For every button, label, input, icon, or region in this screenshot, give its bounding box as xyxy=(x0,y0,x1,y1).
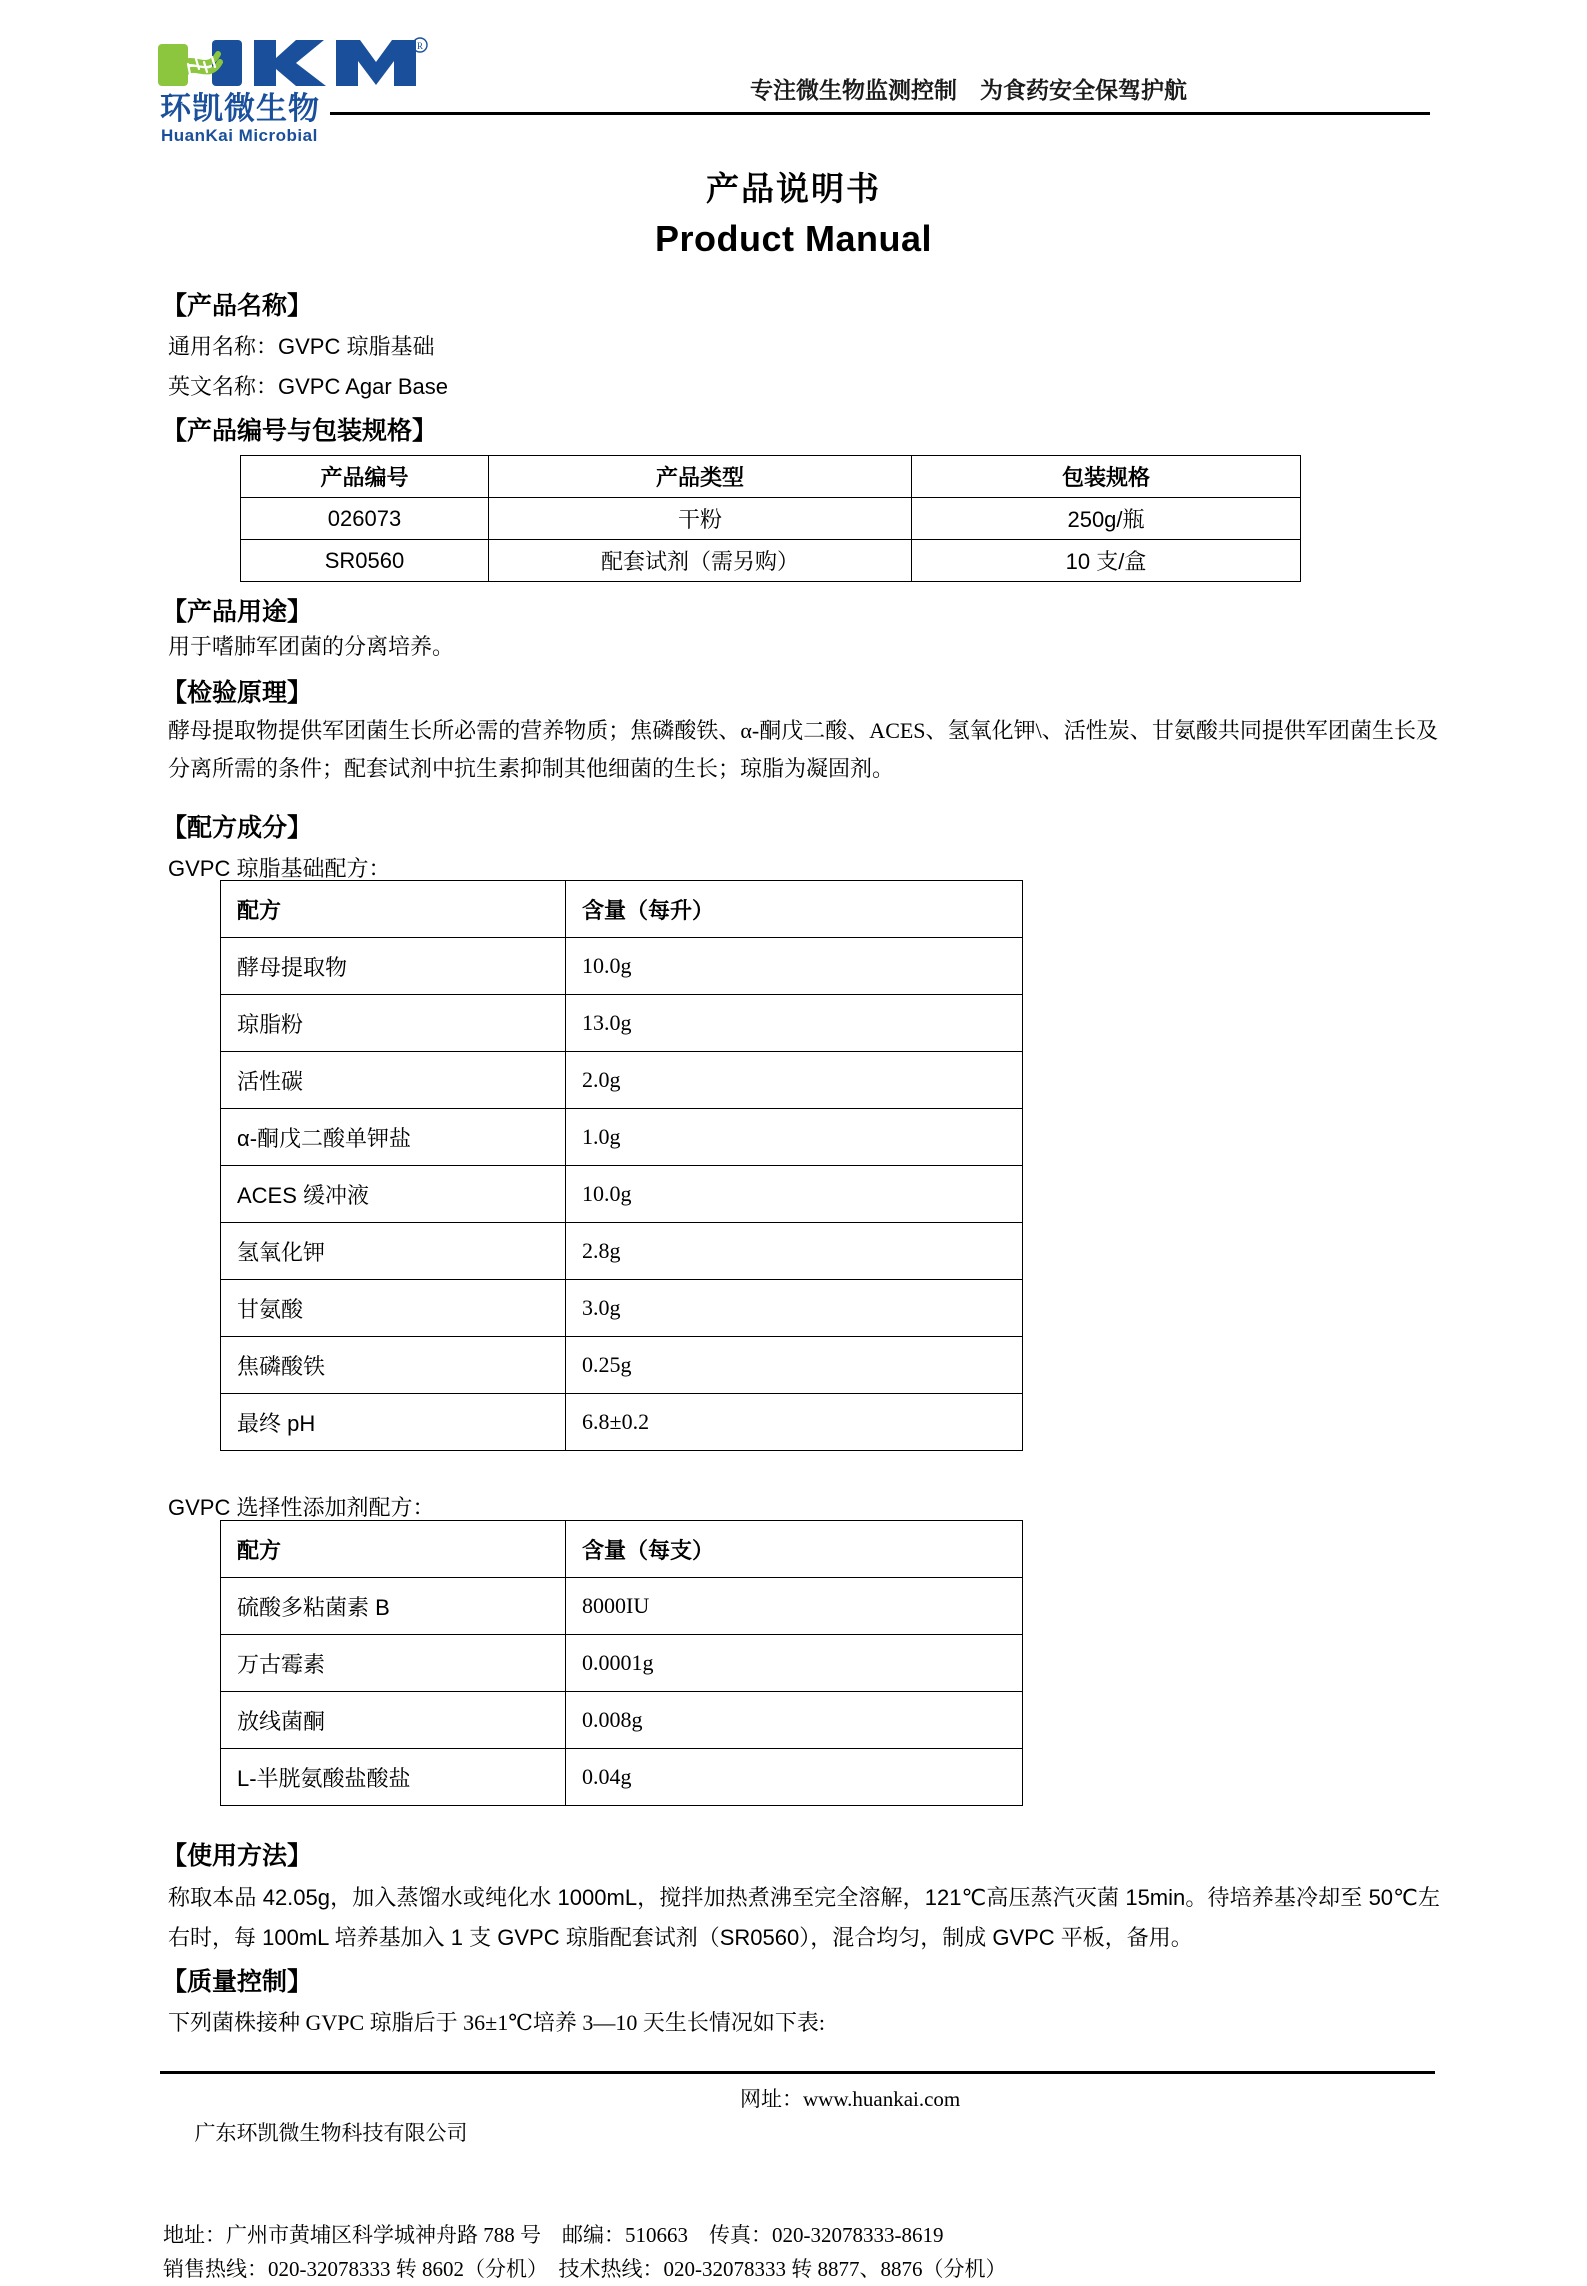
section-heading-formula: 【配方成分】 xyxy=(162,813,313,842)
principle-text: 酵母提取物提供军团菌生长所必需的营养物质；焦磷酸铁、α-酮戊二酸、ACES、氢氧化钾\、活性炭、甘氨酸共同提供军团菌生长及分离所需的条件；配套试剂中抗生素抑制其他细菌的生长；琼脂为凝固剂。 xyxy=(168,718,1438,781)
spec-col-product-code: 产品编号 xyxy=(241,456,489,498)
footer-company-name: 广东环凯微生物科技有限公司 xyxy=(194,2121,468,2145)
english-name-line: 英文名称：GVPC Agar Base xyxy=(168,374,448,399)
ingredient-amount: 10.0g xyxy=(566,1166,1023,1223)
table-row xyxy=(221,1635,1023,1692)
supplement-formula-table xyxy=(220,1520,1023,1806)
section-heading-spec: 【产品编号与包装规格】 xyxy=(162,416,438,445)
ingredient-name: 万古霉素 xyxy=(221,1635,566,1692)
table-row xyxy=(241,498,1301,540)
ingredient-name: L-半胱氨酸盐酸盐 xyxy=(221,1749,566,1806)
ingredient-name: 最终 pH xyxy=(221,1394,566,1451)
ingredient-amount: 13.0g xyxy=(566,995,1023,1052)
ingredient-name: 氢氧化钾 xyxy=(221,1223,566,1280)
ingredient-name: 琼脂粉 xyxy=(221,995,566,1052)
base-formula-caption: GVPC 琼脂基础配方： xyxy=(168,856,391,881)
ingredient-amount: 0.008g xyxy=(566,1692,1023,1749)
table-row xyxy=(221,995,1023,1052)
logo-english-name: HuanKai Microbial xyxy=(161,125,318,145)
ingredient-amount: 2.8g xyxy=(566,1223,1023,1280)
company-logo xyxy=(158,36,428,145)
ingredient-amount: 0.25g xyxy=(566,1337,1023,1394)
table-header-row xyxy=(241,456,1301,498)
base-col-ingredient: 配方 xyxy=(221,881,566,938)
page-title-en: Product Manual xyxy=(654,218,933,259)
ingredient-name: 甘氨酸 xyxy=(221,1280,566,1337)
table-header-row xyxy=(221,881,1023,938)
ingredient-name: 焦磷酸铁 xyxy=(221,1337,566,1394)
ingredient-amount: 10.0g xyxy=(566,938,1023,995)
table-row xyxy=(221,1749,1023,1806)
purpose-text: 用于嗜肺军团菌的分离培养。 xyxy=(168,634,455,659)
section-heading-principle: 【检验原理】 xyxy=(162,678,313,707)
table-row xyxy=(221,1337,1023,1394)
ingredient-amount: 1.0g xyxy=(566,1109,1023,1166)
supplement-formula-caption: GVPC 选择性添加剂配方： xyxy=(168,1495,435,1520)
supp-col-amount: 含量（每支） xyxy=(566,1521,1023,1578)
table-row xyxy=(221,1052,1023,1109)
spec-cell: 干粉 xyxy=(489,498,912,540)
table-row xyxy=(221,1166,1023,1223)
base-col-amount: 含量（每升） xyxy=(566,881,1023,938)
page-title-cn: 产品说明书 xyxy=(706,169,881,208)
page-header xyxy=(0,0,1587,150)
ingredient-amount: 8000IU xyxy=(566,1578,1023,1635)
svg-text:R: R xyxy=(416,41,424,51)
quality-control-text: 下列菌株接种 GVPC 琼脂后于 36±1℃培养 3—10 天生长情况如下表: xyxy=(168,2010,825,2035)
ingredient-amount: 2.0g xyxy=(566,1052,1023,1109)
ingredient-name: 放线菌酮 xyxy=(221,1692,566,1749)
footer-company-row xyxy=(163,2082,1463,2218)
ingredient-name: 酵母提取物 xyxy=(221,938,566,995)
ingredient-name: 硫酸多粘菌素 B xyxy=(221,1578,566,1635)
spec-cell: SR0560 xyxy=(241,540,489,582)
spec-cell: 10 支/盒 xyxy=(912,540,1301,582)
section-heading-method: 【使用方法】 xyxy=(162,1841,313,1870)
header-tagline: 专注微生物监测控制 为食药安全保驾护航 xyxy=(750,78,1187,104)
spec-col-package-size: 包装规格 xyxy=(912,456,1301,498)
supp-col-ingredient: 配方 xyxy=(221,1521,566,1578)
table-header-row xyxy=(221,1521,1023,1578)
footer-divider xyxy=(160,2071,1435,2074)
hkm-letters-icon xyxy=(158,36,426,94)
hkm-logo-mark xyxy=(158,36,426,92)
footer-website: 网址：www.huankai.com xyxy=(740,2087,961,2111)
table-row xyxy=(221,1692,1023,1749)
ingredient-amount: 6.8±0.2 xyxy=(566,1394,1023,1451)
section-heading-quality-control: 【质量控制】 xyxy=(162,1967,313,1996)
table-row xyxy=(221,1394,1023,1451)
table-row xyxy=(241,540,1301,582)
page-footer xyxy=(163,2082,1463,2286)
spec-cell: 026073 xyxy=(241,498,489,540)
ingredient-amount: 0.0001g xyxy=(566,1635,1023,1692)
header-divider xyxy=(330,112,1430,115)
generic-name-line: 通用名称：GVPC 琼脂基础 xyxy=(168,334,435,359)
spec-cell: 250g/瓶 xyxy=(912,498,1301,540)
table-row xyxy=(221,1578,1023,1635)
ingredient-name: 活性碳 xyxy=(221,1052,566,1109)
ingredient-amount: 0.04g xyxy=(566,1749,1023,1806)
footer-hotline-row: 销售热线：020-32078333 转 8602（分机） 技术热线：020-32078333 转 8877、8876（分机） xyxy=(163,2257,1007,2281)
spec-cell: 配套试剂（需另购） xyxy=(489,540,912,582)
ingredient-name: ACES 缓冲液 xyxy=(221,1166,566,1223)
footer-address-row: 地址：广州市黄埔区科学城神舟路 788 号 邮编：510663 传真：020-32078333-8619 xyxy=(163,2223,944,2247)
section-heading-purpose: 【产品用途】 xyxy=(162,597,313,626)
spec-col-product-type: 产品类型 xyxy=(489,456,912,498)
table-row xyxy=(221,1223,1023,1280)
ingredient-name: α-酮戊二酸单钾盐 xyxy=(221,1109,566,1166)
table-row xyxy=(221,1109,1023,1166)
table-row xyxy=(221,1280,1023,1337)
logo-chinese-name: 环凯微生物 xyxy=(160,91,320,127)
base-formula-table xyxy=(220,880,1023,1451)
section-heading-product-name: 【产品名称】 xyxy=(162,291,313,320)
spec-table xyxy=(240,455,1301,582)
ingredient-amount: 3.0g xyxy=(566,1280,1023,1337)
table-row xyxy=(221,938,1023,995)
method-text: 称取本品 42.05g，加入蒸馏水或纯化水 1000mL，搅拌加热煮沸至完全溶解，121℃高压蒸汽灭菌 15min。待培养基冷却至 50℃左右时，每 100mL 培养基加入 1 支 GVPC 琼脂配套试剂（SR0560），混合均匀，制成 GVPC 平板，备用。 xyxy=(168,1885,1440,1950)
